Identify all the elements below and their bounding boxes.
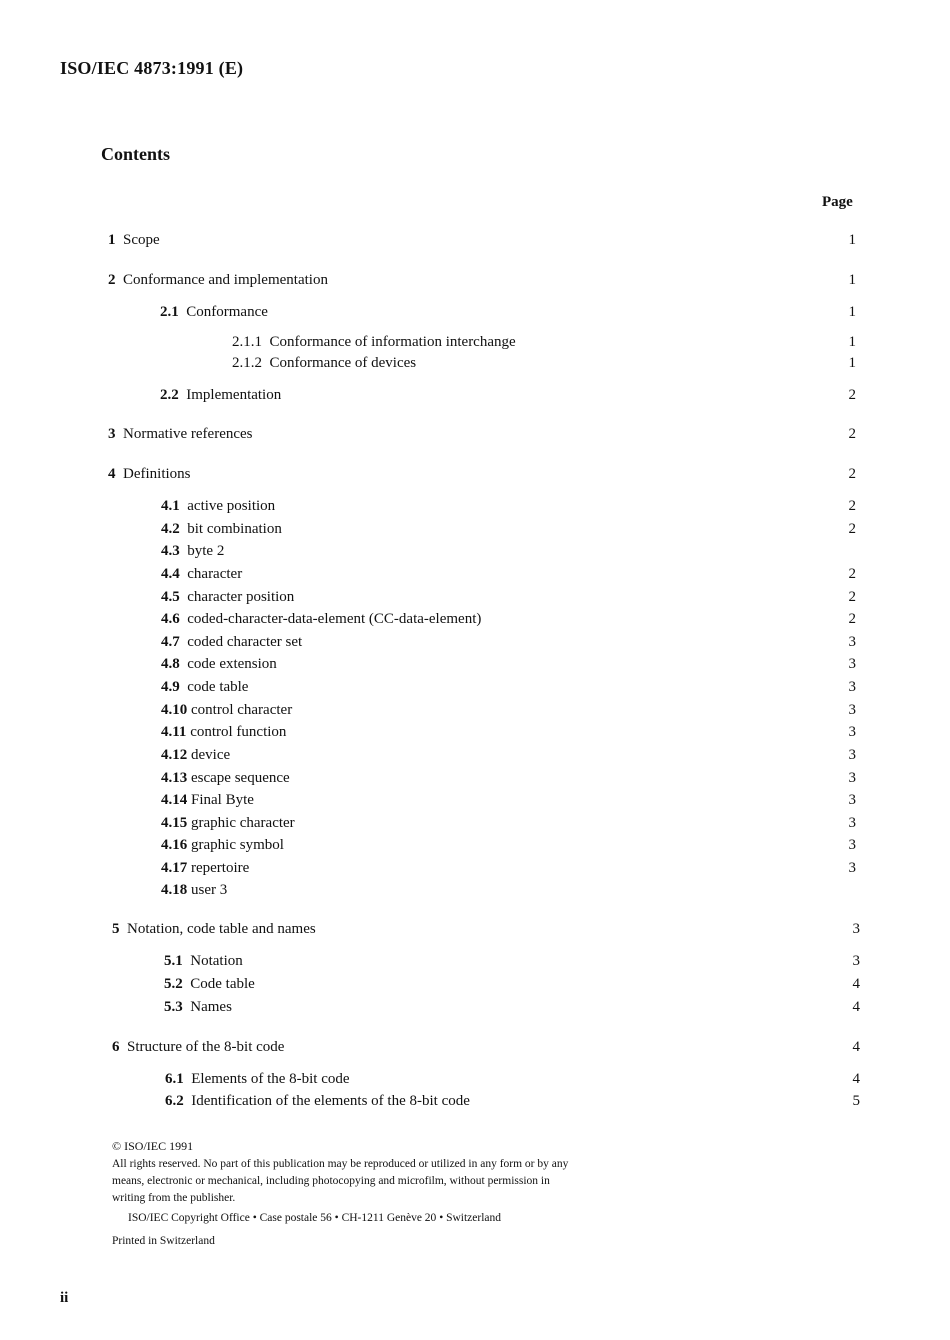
toc-entry-page: 3: [848, 656, 856, 672]
toc-entry[interactable]: [112, 1039, 284, 1056]
contents-title: Contents: [101, 144, 171, 164]
toc-entry[interactable]: [161, 566, 242, 583]
toc-entry-page: 3: [848, 702, 856, 718]
toc-entry[interactable]: [161, 702, 292, 719]
toc-entry[interactable]: [161, 634, 302, 651]
toc-entry-title: character: [187, 566, 243, 582]
toc-entry-page: 3: [848, 724, 856, 740]
toc-entry-title: bit combination: [187, 521, 282, 537]
toc-entry-title: control function: [190, 724, 287, 740]
toc-entry-page: 3: [852, 921, 860, 937]
toc-entry-page: 1: [848, 334, 856, 350]
toc-entry-number: 2.2: [160, 387, 179, 403]
toc-entry-number: 2: [108, 272, 116, 288]
toc-entry-page: 1: [848, 355, 856, 371]
toc-entry-page: 5: [852, 1093, 860, 1109]
toc-entry-page: 4: [852, 1039, 860, 1055]
toc-entry-title: escape sequence: [191, 770, 290, 786]
toc-entry-page: 3: [852, 953, 860, 969]
toc-entry-page: 1: [848, 272, 856, 288]
toc-entry-page: 3: [848, 634, 856, 650]
toc-entry-title: device: [191, 747, 231, 763]
toc-entry[interactable]: [232, 334, 516, 351]
toc-entry-page: 3: [848, 679, 856, 695]
toc-entry-page: 3: [848, 747, 856, 763]
toc-entry-number: 6.1: [165, 1071, 184, 1087]
toc-entry-title: Scope: [123, 232, 160, 248]
toc-entry[interactable]: [161, 792, 254, 809]
toc-entry-number: 4.13: [161, 770, 188, 786]
toc-entry-number: 4.16: [161, 837, 188, 853]
toc-entry[interactable]: [232, 355, 416, 372]
toc-entry-page: 3: [848, 860, 856, 876]
toc-entry-title: Notation, code table and names: [127, 921, 316, 937]
toc-entry-title: Conformance of devices: [269, 355, 417, 371]
toc-entry[interactable]: [161, 770, 290, 787]
toc-entry-title: Final Byte: [191, 792, 254, 808]
toc-entry-title: coded character set: [187, 634, 303, 650]
toc-entry-number: 4.1: [161, 498, 180, 514]
toc-entry-title: user 3: [191, 882, 228, 898]
toc-entry-title: repertoire: [191, 860, 250, 876]
toc-entry-number: 5.3: [164, 999, 183, 1015]
toc-entry[interactable]: [161, 521, 282, 538]
toc-entry-title: byte 2: [187, 543, 225, 559]
toc-entry-number: 6: [112, 1039, 120, 1055]
toc-entry-number: 4.12: [161, 747, 188, 763]
toc-entry-number: 3: [108, 426, 116, 442]
toc-entry-title: graphic character: [191, 815, 295, 831]
toc-entry-number: 4.14: [161, 792, 188, 808]
rights-text-line: means, electronic or mechanical, including photocopying and microfilm, without permission in: [112, 1175, 550, 1187]
toc-entry[interactable]: [161, 815, 295, 832]
toc-entry-title: Names: [190, 999, 232, 1015]
toc-entry-title: Conformance of information interchange: [269, 334, 516, 350]
rights-text-line: All rights reserved. No part of this publication may be reproduced or utilized in any form or by any: [112, 1158, 569, 1170]
toc-entry-page: 2: [848, 426, 856, 442]
toc-entry[interactable]: [161, 543, 224, 560]
toc-entry[interactable]: [108, 426, 253, 443]
toc-entry-number: 4.15: [161, 815, 188, 831]
toc-entry[interactable]: [165, 1071, 350, 1088]
toc-entry-number: 4.6: [161, 611, 180, 627]
toc-entry[interactable]: [161, 837, 284, 854]
toc-entry-number: 4.11: [161, 724, 187, 740]
toc-entry-page: 2: [848, 387, 856, 403]
toc-entry-number: 2.1.1: [232, 334, 262, 350]
toc-entry[interactable]: [161, 724, 286, 741]
toc-entry-number: 4.7: [161, 634, 180, 650]
toc-entry-title: Code table: [190, 976, 255, 992]
toc-entry-number: 6.2: [165, 1093, 184, 1109]
bullet-separator: •: [439, 1212, 444, 1224]
printed-in-line: Printed in Switzerland: [112, 1235, 215, 1247]
toc-entry[interactable]: [164, 999, 232, 1016]
toc-entry-number: 4.5: [161, 589, 180, 605]
bullet-separator: •: [334, 1212, 339, 1224]
toc-entry[interactable]: [161, 611, 481, 628]
toc-entry[interactable]: [161, 679, 248, 696]
toc-entry[interactable]: [108, 272, 328, 289]
toc-entry-page: 2: [848, 466, 856, 482]
toc-entry[interactable]: [161, 589, 294, 606]
office-city: CH-1211 Genève 20: [341, 1212, 437, 1224]
page-number: ii: [60, 1290, 69, 1306]
toc-entry-number: 4: [108, 466, 116, 482]
rights-text-line: writing from the publisher.: [112, 1192, 236, 1204]
toc-entry-page: 1: [848, 232, 856, 248]
toc-entry-title: code table: [187, 679, 249, 695]
toc-entry-page: 1: [848, 304, 856, 320]
toc-entry[interactable]: [165, 1093, 470, 1110]
toc-entry-page: 3: [848, 815, 856, 831]
toc-entry-number: 4.17: [161, 860, 188, 876]
toc-entry-title: active position: [187, 498, 276, 514]
toc-entry-title: Identification of the elements of the 8-bit code: [191, 1093, 470, 1109]
toc-entry[interactable]: [161, 860, 249, 877]
toc-entry-number: 4.2: [161, 521, 180, 537]
toc-entry-page: 4: [852, 976, 860, 992]
toc-entry-page: 2: [848, 611, 856, 627]
toc-entry[interactable]: [161, 498, 275, 515]
toc-entry-title: Conformance: [186, 304, 268, 320]
toc-entry[interactable]: [108, 466, 191, 483]
toc-entry[interactable]: [161, 656, 277, 673]
toc-entry-page: 3: [848, 837, 856, 853]
bullet-separator: •: [252, 1212, 257, 1224]
toc-entry-number: 4.18: [161, 882, 188, 898]
toc-entry-title: Conformance and implementation: [123, 272, 328, 288]
toc-entry-title: graphic symbol: [191, 837, 284, 853]
toc-entry-title: Elements of the 8-bit code: [191, 1071, 350, 1087]
toc-entry-title: Structure of the 8-bit code: [127, 1039, 285, 1055]
toc-entry-number: 2.1: [160, 304, 179, 320]
office-postbox: Case postale 56: [259, 1212, 332, 1224]
toc-entry-number: 5.1: [164, 953, 183, 969]
toc-entry-title: coded-character-data-element (CC-data-element): [187, 611, 482, 627]
toc-entry[interactable]: [112, 921, 316, 938]
toc-entry-title: Implementation: [186, 387, 282, 403]
document-header: ISO/IEC 4873:1991 (E): [60, 58, 244, 78]
office-name: ISO/IEC Copyright Office: [128, 1212, 250, 1224]
toc-entry-number: 1: [108, 232, 116, 248]
toc-entry-number: 4.10: [161, 702, 188, 718]
toc-entry-title: control character: [191, 702, 293, 718]
toc-entry[interactable]: [160, 304, 268, 321]
toc-entry-page: 2: [848, 566, 856, 582]
toc-entry-title: Normative references: [123, 426, 253, 442]
toc-entry-number: 4.9: [161, 679, 180, 695]
toc-entry[interactable]: [164, 953, 243, 970]
copyright-office-address: [128, 1210, 501, 1227]
toc-entry-page: 2: [848, 589, 856, 605]
toc-entry[interactable]: [164, 976, 255, 993]
office-country: Switzerland: [446, 1212, 502, 1224]
toc-entry[interactable]: [161, 747, 230, 764]
toc-entry[interactable]: [161, 882, 227, 899]
page-column-label: Page: [822, 194, 853, 210]
toc-entry-number: 5.2: [164, 976, 183, 992]
toc-entry[interactable]: [108, 232, 160, 249]
toc-entry-title: Notation: [190, 953, 243, 969]
toc-entry-title: character position: [187, 589, 295, 605]
copyright-line: © ISO/IEC 1991: [112, 1139, 194, 1153]
toc-entry-number: 4.4: [161, 566, 180, 582]
toc-entry-page: 3: [848, 770, 856, 786]
toc-entry-number: 2.1.2: [232, 355, 262, 371]
toc-entry-page: 2: [848, 521, 856, 537]
toc-entry-page: 4: [852, 1071, 860, 1087]
toc-entry-page: 3: [848, 792, 856, 808]
toc-entry-number: 5: [112, 921, 120, 937]
toc-entry-page: 4: [852, 999, 860, 1015]
toc-entry-page: 2: [848, 498, 856, 514]
toc-entry-number: 4.8: [161, 656, 180, 672]
toc-entry-number: 4.3: [161, 543, 180, 559]
toc-entry-title: Definitions: [123, 466, 191, 482]
toc-entry-title: code extension: [187, 656, 277, 672]
toc-entry[interactable]: [160, 387, 281, 404]
